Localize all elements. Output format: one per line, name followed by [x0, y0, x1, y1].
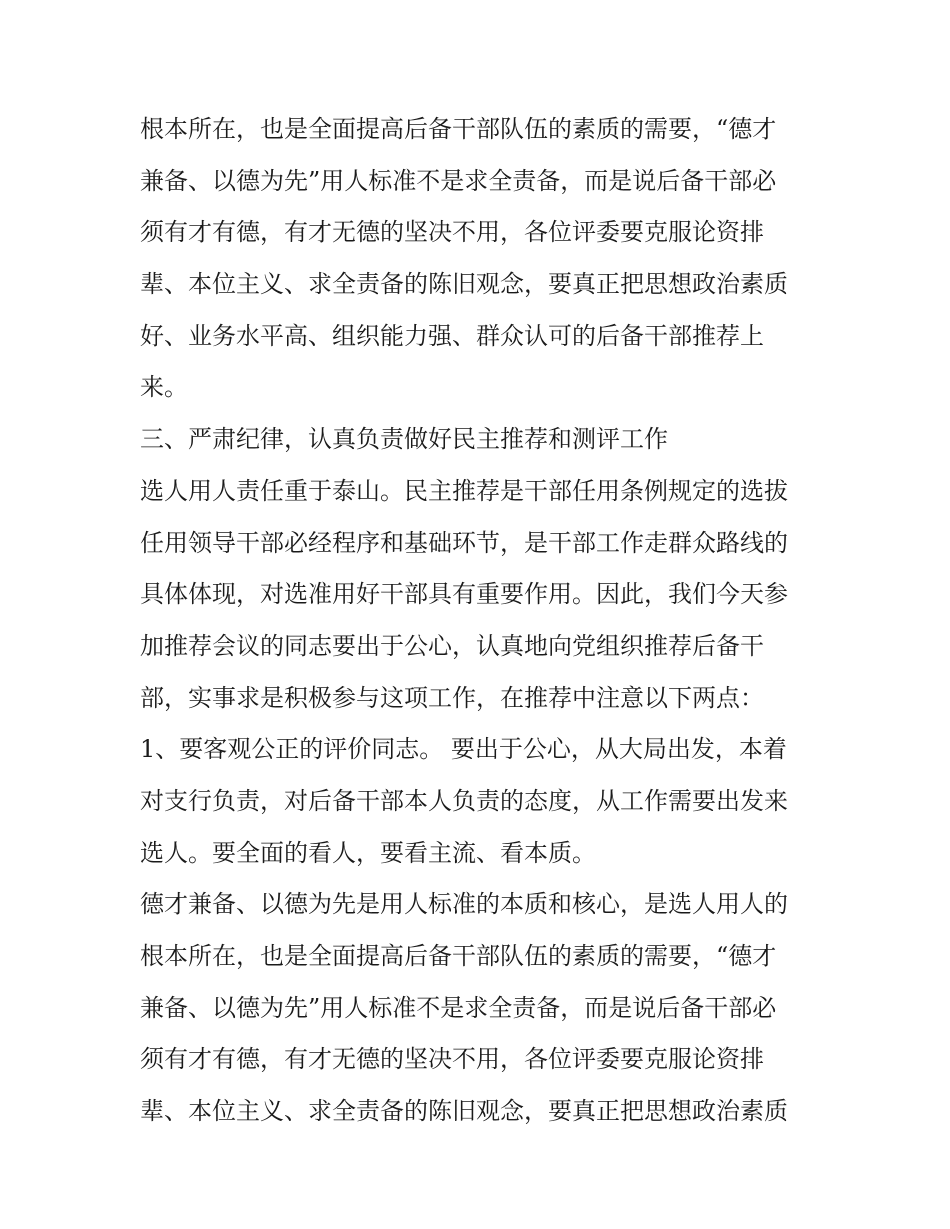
text-line: 德才兼备、以德为先是用人标准的本质和核心，是选人用人的	[140, 890, 788, 919]
text-line: 根本所在，也是全面提高后备干部队伍的素质的需要，“德才	[140, 115, 777, 143]
text-line: 选人。要全面的看人，要看主流、看本质。	[140, 838, 596, 867]
text-line: 任用领导干部必经程序和基础环节，是干部工作走群众路线的	[140, 528, 788, 557]
section-heading: 三、严肃纪律，认真负责做好民主推荐和测评工作	[140, 425, 668, 454]
text-line: 兼备、以德为先”用人标准不是求全责备，而是说后备干部必	[140, 993, 777, 1022]
text-line: 根本所在，也是全面提高后备干部队伍的素质的需要，“德才	[140, 942, 777, 970]
text-line: 兼备、以德为先”用人标准不是求全责备，而是说后备干部必	[140, 166, 777, 195]
numbered-point: 1、要客观公正的评价同志。 要出于公心，从大局出发，本着	[140, 735, 787, 764]
text-line: 辈、本位主义、求全责备的陈旧观念，要真正把思想政治素质	[140, 270, 788, 299]
body-text	[140, 104, 820, 1138]
text-line: 具体体现，对选准用好干部具有重要作用。因此，我们今天参	[140, 580, 788, 609]
text-line: 加推荐会议的同志要出于公心，认真地向党组织推荐后备干	[140, 631, 764, 660]
text-line: 辈、本位主义、求全责备的陈旧观念，要真正把思想政治素质	[140, 1097, 788, 1126]
text-line: 须有才有德，有才无德的坚决不用，各位评委要克服论资排	[140, 218, 764, 247]
text-line: 部，实事求是积极参与这项工作，在推荐中注意以下两点：	[140, 683, 764, 712]
text-line: 来。	[140, 373, 188, 402]
text-line: 选人用人责任重于泰山。民主推荐是干部任用条例规定的选拔	[140, 476, 788, 505]
text-line: 须有才有德，有才无德的坚决不用，各位评委要克服论资排	[140, 1045, 764, 1074]
text-line: 好、业务水平高、组织能力强、群众认可的后备干部推荐上	[140, 321, 764, 350]
text-line: 对支行负责，对后备干部本人负责的态度，从工作需要出发来	[140, 786, 788, 815]
